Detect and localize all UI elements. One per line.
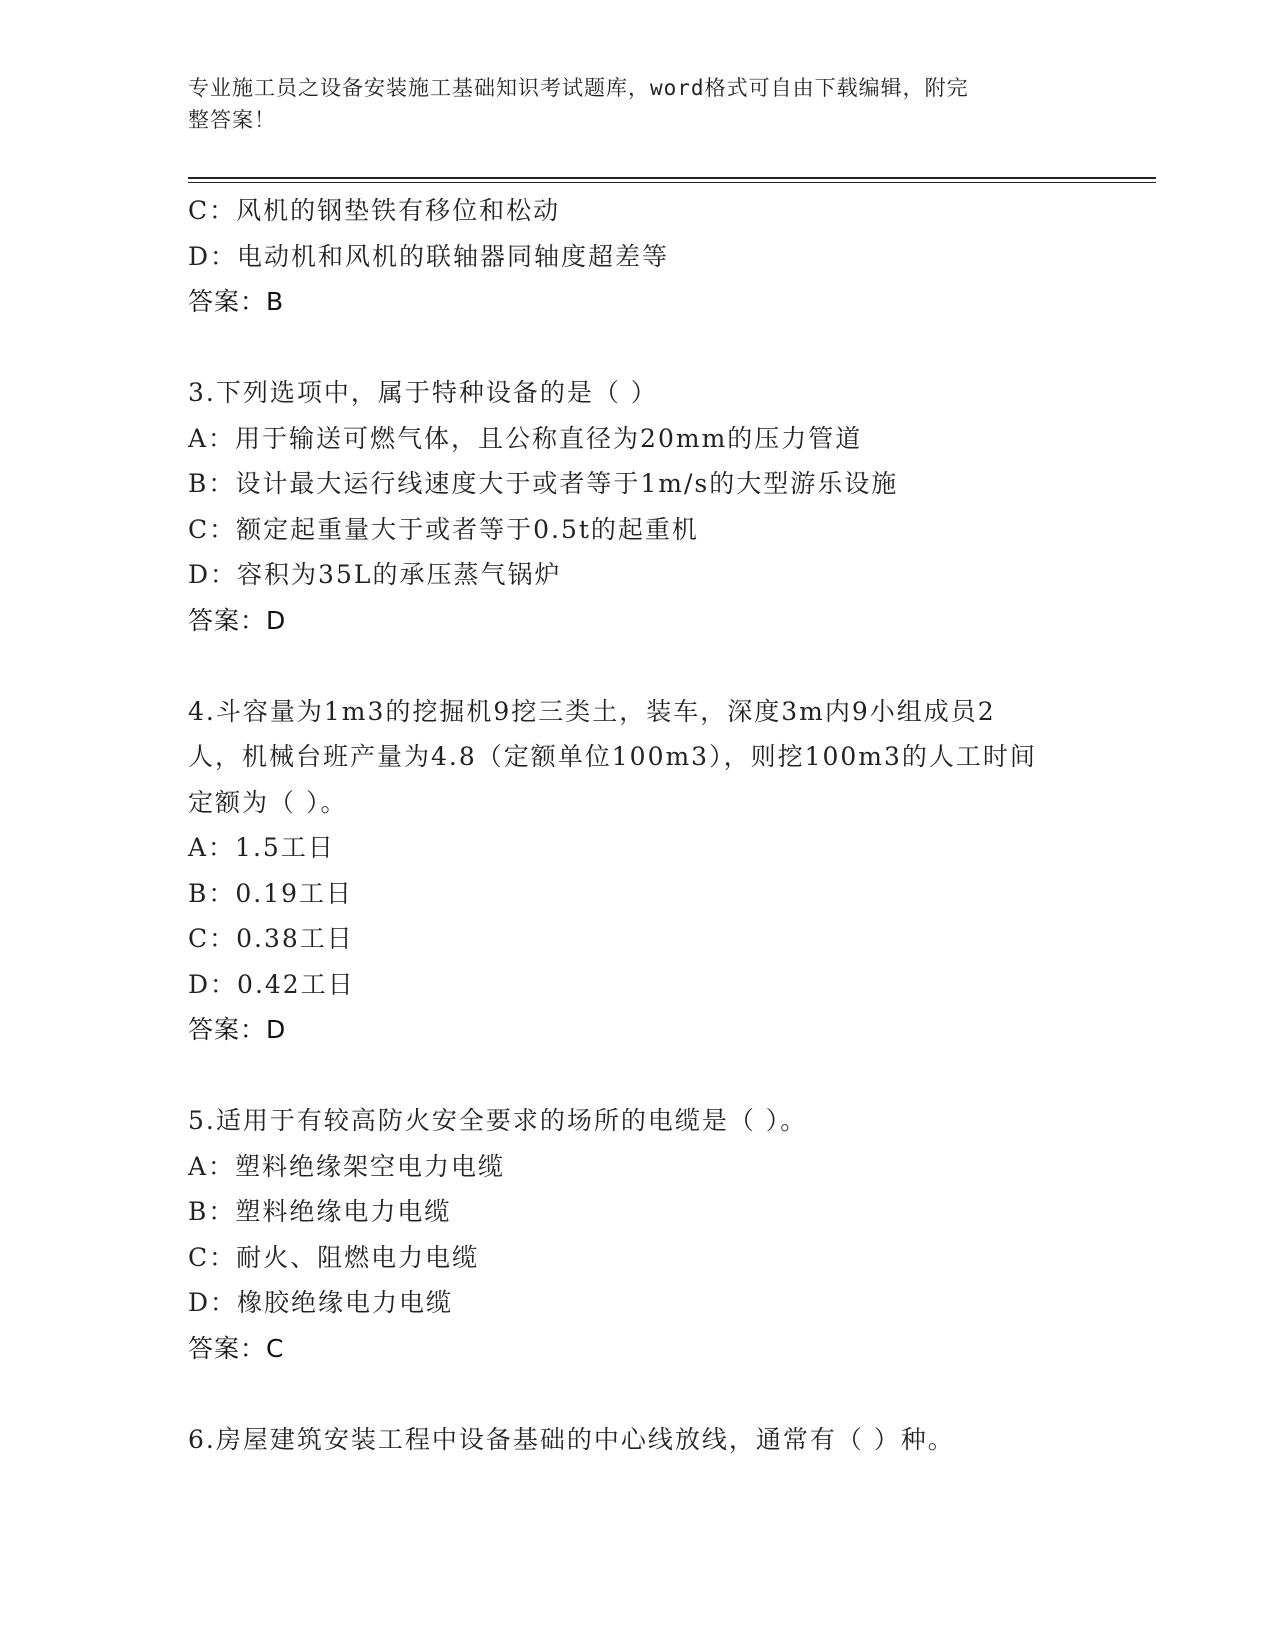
question-stem-line-3: 定额为（ ）。 <box>188 787 348 817</box>
answer-label: 答案：D <box>188 1015 287 1044</box>
question-stem-line-2: 人，机械台班产量为4.8（定额单位100m3），则挖100m3的人工时间 <box>188 742 1037 771</box>
page-header <box>188 72 1068 136</box>
answer-label: 答案：D <box>188 605 287 635</box>
spacer <box>188 1371 1088 1417</box>
option-d: D：容积为35L的承压蒸气锅炉 <box>188 560 562 589</box>
option-b: B：塑料绝缘电力电缆 <box>188 1197 452 1226</box>
option-a: A：1.5工日 <box>188 833 335 862</box>
header-line-2: 整答案！ <box>188 108 276 132</box>
answer-label: 答案：C <box>188 1333 285 1363</box>
header-divider-thick <box>188 177 1156 179</box>
question-stem: 5.适用于有较高防火安全要求的场所的电缆是（ ）。 <box>188 1106 808 1135</box>
option-c: C：耐火、阻燃电力电缆 <box>188 1242 480 1272</box>
option-b: B：0.19工日 <box>188 878 354 908</box>
question-2-tail <box>188 188 1088 325</box>
question-4 <box>188 689 1088 1053</box>
question-5 <box>188 1098 1088 1371</box>
option-c: C：0.38工日 <box>188 924 354 953</box>
spacer <box>188 1053 1088 1099</box>
question-stem-line-1: 4.斗容量为1m3的挖掘机9挖三类土，装车，深度3m内9小组成员2 <box>188 696 996 726</box>
question-6 <box>188 1417 1088 1463</box>
spacer <box>188 643 1088 689</box>
spacer <box>188 325 1088 371</box>
option-a: A：塑料绝缘架空电力电缆 <box>188 1151 506 1181</box>
answer-label: 答案：B <box>188 287 285 316</box>
question-list <box>188 188 1088 1462</box>
question-stem: 3.下列选项中，属于特种设备的是（ ） <box>188 378 658 407</box>
option-b: B：设计最大运行线速度大于或者等于1m/s的大型游乐设施 <box>188 469 899 498</box>
option-c: C：额定起重量大于或者等于0.5t的起重机 <box>188 514 699 544</box>
option-a: A：用于输送可燃气体，且公称直径为20mm的压力管道 <box>188 423 863 453</box>
header-line-1: 专业施工员之设备安装施工基础知识考试题库，word格式可自由下载编辑，附完 <box>188 76 969 100</box>
header-divider-thin <box>188 182 1156 183</box>
option-d: D：0.42工日 <box>188 969 355 999</box>
question-3 <box>188 370 1088 643</box>
question-stem: 6.房屋建筑安装工程中设备基础的中心线放线，通常有（ ）种。 <box>188 1424 955 1454</box>
option-d: D：电动机和风机的联轴器同轴度超差等 <box>188 241 670 271</box>
option-d: D：橡胶绝缘电力电缆 <box>188 1288 454 1317</box>
option-c: C：风机的钢垫铁有移位和松动 <box>188 196 561 225</box>
